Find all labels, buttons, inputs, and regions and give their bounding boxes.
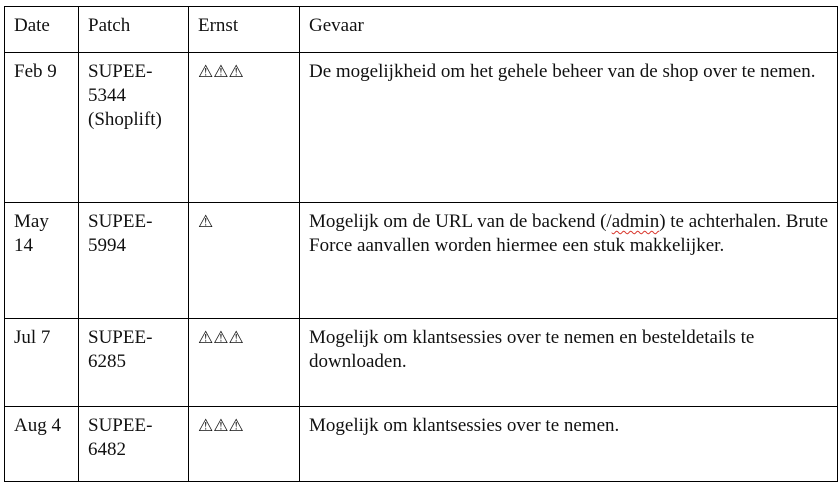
cell-patch: SUPEE-6285: [79, 319, 189, 407]
table-row: [5, 407, 838, 482]
header-gevaar: Gevaar: [300, 7, 838, 53]
table-row: [5, 203, 838, 319]
cell-patch: SUPEE-5994: [79, 203, 189, 319]
table-row: [5, 53, 838, 203]
cell-ernst: [189, 407, 300, 482]
warning-triangle-icon: ⚠⚠⚠: [198, 416, 244, 436]
cell-gevaar: Mogelijk om klantsessies over te nemen.: [300, 407, 838, 482]
cell-patch: SUPEE-5344 (Shoplift): [79, 53, 189, 203]
cell-gevaar: De mogelijkheid om het gehele beheer van de shop over te nemen.: [300, 53, 838, 203]
table-header-row: [5, 7, 838, 53]
warning-triangle-icon: ⚠⚠⚠: [198, 62, 244, 82]
cell-ernst: [189, 203, 300, 319]
spellcheck-flagged-word: admin: [611, 211, 660, 232]
table-row: [5, 319, 838, 407]
gevaar-text-before: Mogelijk om de URL van de backend (/: [309, 211, 612, 232]
cell-gevaar: [300, 203, 838, 319]
cell-date: May 14: [5, 203, 79, 319]
cell-patch: SUPEE-6482: [79, 407, 189, 482]
cell-gevaar: Mogelijk om klantsessies over te nemen en besteldetails te downloaden.: [300, 319, 838, 407]
cell-date: Aug 4: [5, 407, 79, 482]
header-ernst: Ernst: [189, 7, 300, 53]
warning-triangle-icon: ⚠⚠⚠: [198, 328, 244, 348]
header-patch: Patch: [79, 7, 189, 53]
cell-date: Jul 7: [5, 319, 79, 407]
cell-date: Feb 9: [5, 53, 79, 203]
gevaar-text-after: ) te achterhalen. Brute Force aanvallen worden hiermee een stuk makkelijker.: [309, 211, 829, 256]
cell-ernst: [189, 53, 300, 203]
warning-triangle-icon: ⚠: [198, 212, 214, 232]
header-date: Date: [5, 7, 79, 53]
cell-ernst: [189, 319, 300, 407]
patches-table: [4, 6, 838, 482]
